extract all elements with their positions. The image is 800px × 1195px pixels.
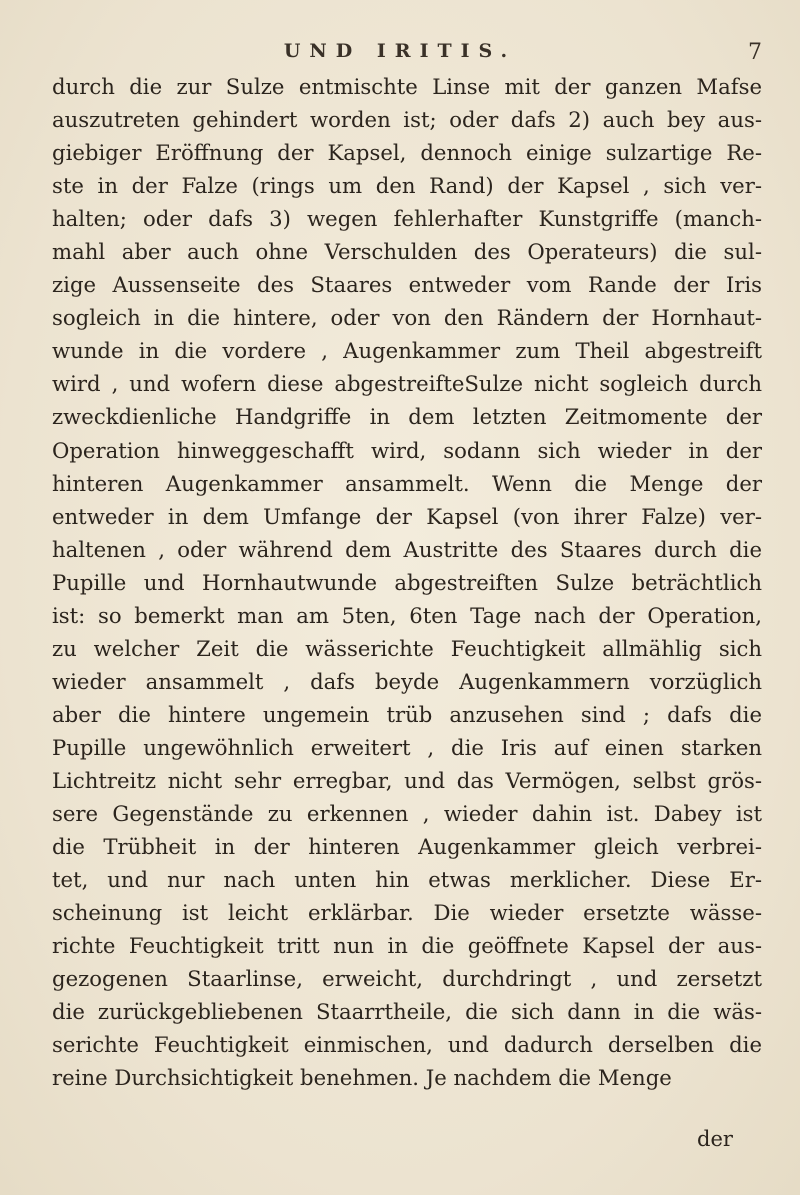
text-line: sogleich in die hintere, oder von den Rändern der Hornhaut- [52,305,762,331]
text-line: aber die hintere ungemein trüb anzusehen sind ; dafs die [52,701,762,727]
text-line: ste in der Falze (rings um den Rand) der Kapsel , sich ver- [52,173,762,199]
text-line: richte Feuchtigkeit tritt nun in die geöffnete Kapsel der aus- [52,933,762,959]
catchword: der [697,1127,733,1151]
text-line: die Trübheit in der hinteren Augenkammer gleich verbrei- [52,834,762,860]
text-line: ist: so bemerkt man am 5ten, 6ten Tage nach der Operation, [52,602,762,628]
text-line: reine Durchsichtigkeit benehmen. Je nachdem die Menge [52,1065,672,1091]
text-line: Operation hinweggeschafft wird, sodann sich wieder in der [52,437,762,463]
text-line: gezogenen Staarlinse, erweicht, durchdringt , und zersetzt [52,966,762,992]
text-line: wunde in die vordere , Augenkammer zum Theil abgestreift [52,338,762,364]
text-line: Pupille und Hornhautwunde abgestreiften Sulze beträchtlich [52,569,762,595]
text-line: zu welcher Zeit die wässerichte Feuchtigkeit allmählig sich [52,635,762,661]
text-line: tet, und nur nach unten hin etwas merklicher. Diese Er- [52,867,762,893]
text-line: scheinung ist leicht erklärbar. Die wieder ersetzte wässe- [52,900,762,926]
text-line: haltenen , oder während dem Austritte des Staares durch die [52,536,762,562]
text-line: Lichtreitz nicht sehr erregbar, und das Vermögen, selbst grös- [52,767,762,793]
body-text [52,70,762,1094]
running-title: UND IRITIS. [283,40,517,62]
text-line: zige Aussenseite des Staares entweder vom Rande der Iris [52,272,762,298]
text-line: Pupille ungewöhnlich erweitert , die Iris auf einen starken [52,734,762,760]
text-line: die zurückgebliebenen Staarrtheile, die sich dann in die wäs- [52,999,762,1025]
text-line: hinteren Augenkammer ansammelt. Wenn die Menge der [52,470,762,496]
text-line: zweckdienliche Handgriffe in dem letzten Zeitmomente der [52,404,762,430]
text-line: durch die zur Sulze entmischte Linse mit der ganzen Mafse [52,74,762,99]
text-line: entweder in dem Umfange der Kapsel (von ihrer Falze) ver- [52,503,762,529]
text-line: mahl aber auch ohne Verschulden des Operateurs) die sul- [52,239,762,265]
text-line: auszutreten gehindert worden ist; oder dafs 2) auch bey aus- [52,107,762,133]
text-line: giebiger Eröffnung der Kapsel, dennoch einige sulzartige Re- [52,140,762,166]
text-line: halten; oder dafs 3) wegen fehlerhafter Kunstgriffe (manch- [52,206,762,232]
text-line: serichte Feuchtigkeit einmischen, und dadurch derselben die [52,1032,762,1058]
text-line: wird , und wofern diese abgestreifteSulze nicht sogleich durch [52,371,762,397]
text-line: wieder ansammelt , dafs beyde Augenkammern vorzüglich [52,668,762,694]
page-number: 7 [748,40,762,65]
text-line: sere Gegenstände zu erkennen , wieder dahin ist. Dabey ist [52,801,762,827]
